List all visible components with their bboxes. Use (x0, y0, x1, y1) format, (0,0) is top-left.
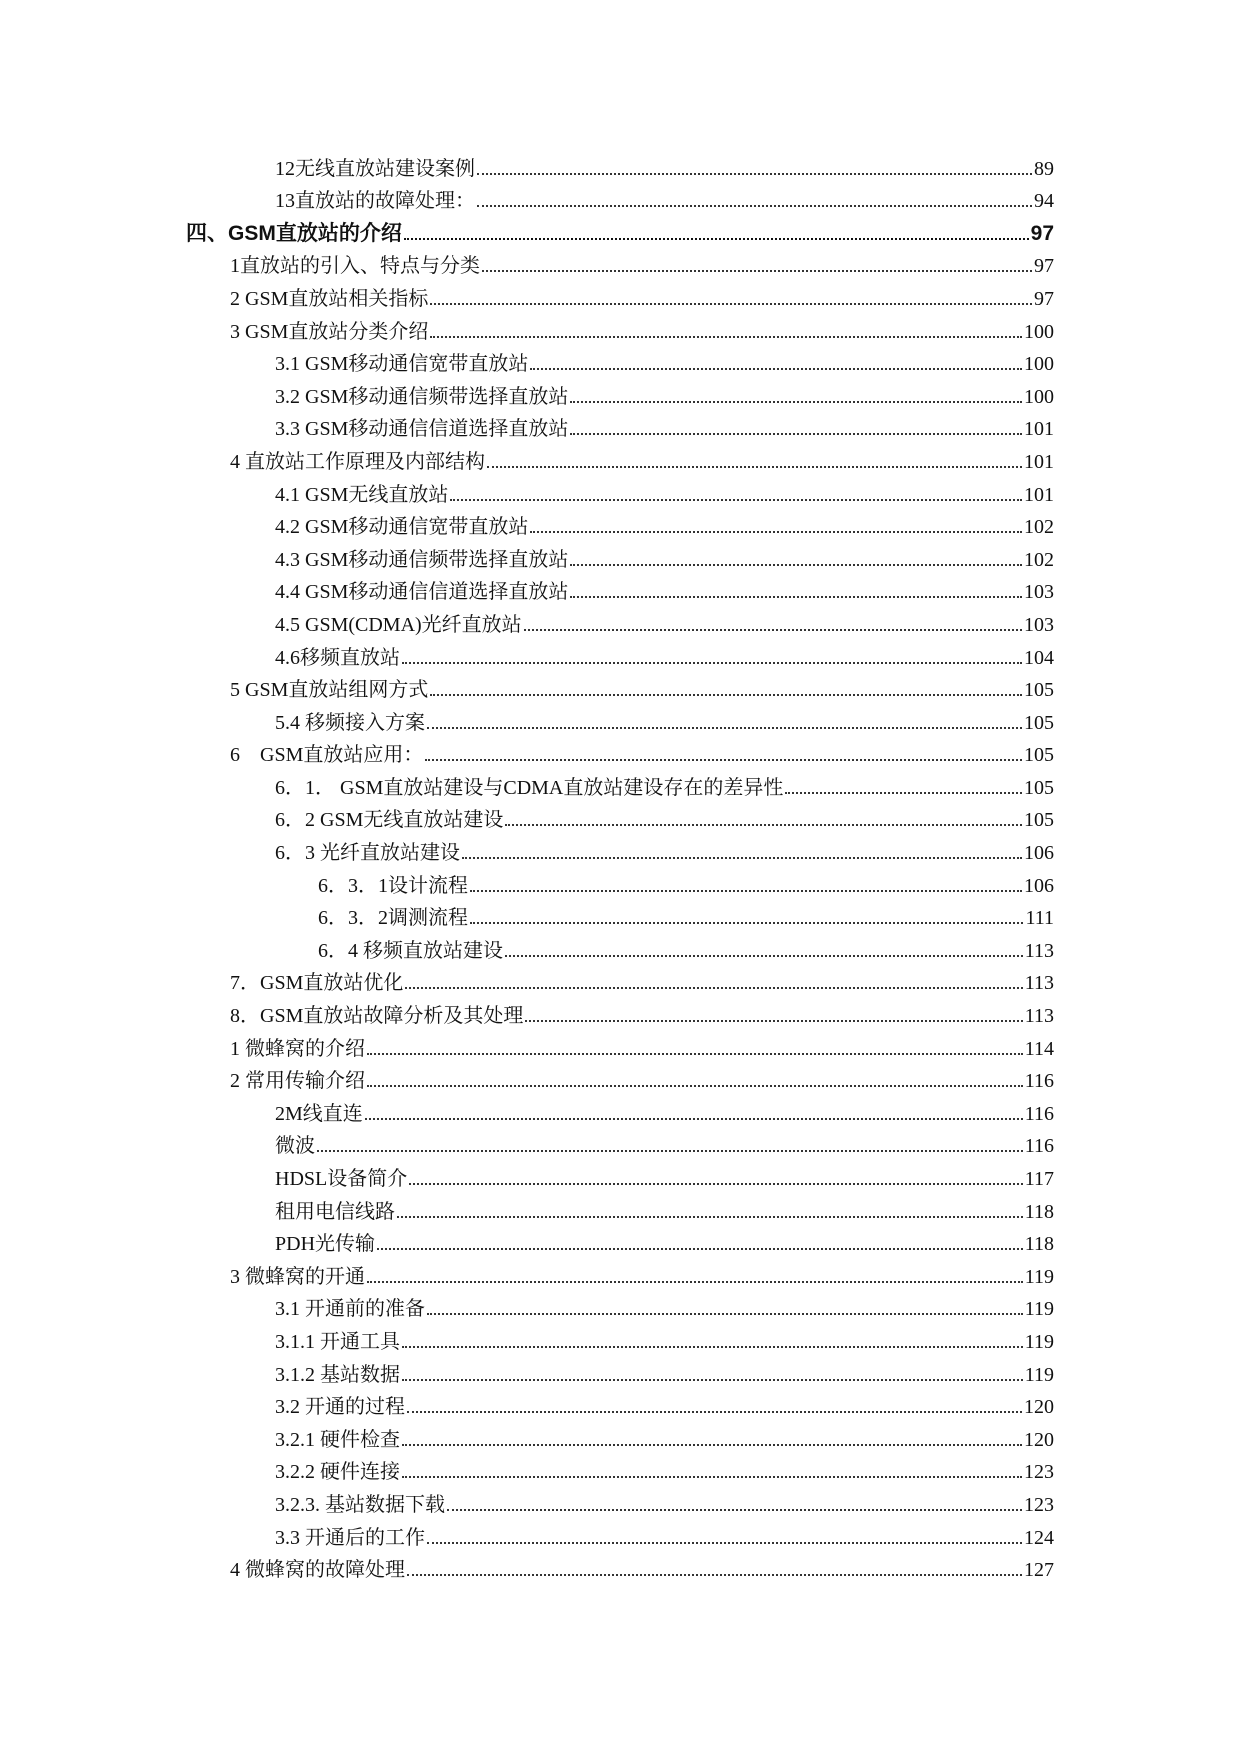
toc-entry-page-number: 101 (1024, 450, 1054, 473)
toc-entry-title: 6．4 移频直放站建设 (318, 939, 503, 962)
toc-entry-title: 4 直放站工作原理及内部结构 (230, 450, 485, 473)
toc-entry-title: 3 微蜂窝的开通 (230, 1265, 365, 1288)
toc-entry-page-number: 119 (1024, 1363, 1054, 1386)
dot-leader (462, 857, 1022, 859)
toc-entry-page-number: 119 (1024, 1298, 1054, 1321)
dot-leader (407, 1411, 1022, 1413)
toc-entry-page-number: 94 (1034, 190, 1054, 213)
toc-entry-title: 3.2.1 硬件检查 (275, 1428, 400, 1451)
dot-leader (402, 1379, 1023, 1381)
toc-entry-title: 4.5 GSM(CDMA)光纤直放站 (275, 613, 522, 636)
toc-entry-page-number: 116 (1024, 1135, 1054, 1158)
toc-entry[interactable] (0, 246, 1054, 279)
toc-entry[interactable] (0, 995, 1054, 1028)
dot-leader (487, 466, 1022, 468)
dot-leader (430, 303, 1032, 305)
toc-entry[interactable] (0, 474, 1054, 507)
dot-leader (570, 564, 1022, 566)
toc-entry-page-number: 103 (1024, 581, 1054, 604)
dot-leader (402, 662, 1022, 664)
toc-entry-title: 2 常用传输介绍 (230, 1070, 365, 1093)
toc-entry-page-number: 123 (1024, 1461, 1054, 1484)
toc-entry-page-number: 104 (1024, 646, 1054, 669)
dot-leader (470, 890, 1022, 892)
toc-entry[interactable] (0, 1256, 1054, 1289)
dot-leader (530, 531, 1022, 533)
toc-entry-title: 4.1 GSM无线直放站 (275, 483, 449, 506)
toc-entry[interactable] (0, 409, 1054, 442)
dot-leader (402, 1346, 1023, 1348)
toc-entry-page-number: 102 (1024, 516, 1054, 539)
toc-entry-title: 4.2 GSM移动通信宽带直放站 (275, 516, 529, 539)
toc-entry[interactable] (0, 1158, 1054, 1191)
toc-entry-title: 6．2 GSM无线直放站建设 (275, 809, 504, 832)
toc-entry-page-number: 106 (1024, 874, 1054, 897)
toc-entry[interactable] (0, 800, 1054, 833)
toc-entry-page-number: 105 (1024, 744, 1054, 767)
dot-leader (427, 1313, 1023, 1315)
toc-entry-page-number: 120 (1024, 1396, 1054, 1419)
dot-leader (477, 173, 1032, 175)
toc-entry-page-number: 113 (1024, 972, 1054, 995)
toc-entry[interactable] (0, 1321, 1054, 1354)
toc-entry-title: 4.6移频直放站 (275, 646, 400, 669)
toc-entry-title: 1 微蜂窝的介绍 (230, 1037, 365, 1060)
toc-entry-title: 6．3 光纤直放站建设 (275, 842, 460, 865)
dot-leader (404, 238, 1029, 240)
toc-entry-title: 3.2 GSM移动通信频带选择直放站 (275, 385, 569, 408)
dot-leader (409, 1183, 1023, 1185)
toc-entry[interactable] (0, 1191, 1054, 1224)
toc-entry-title: 微波 (275, 1135, 315, 1158)
dot-leader (430, 336, 1022, 338)
dot-leader (405, 987, 1022, 989)
toc-entry-page-number: 89 (1034, 157, 1054, 180)
toc-entry-page-number: 101 (1024, 483, 1054, 506)
toc-entry[interactable] (0, 898, 1054, 931)
toc-entry-title: 1直放站的引入、特点与分类 (230, 255, 480, 278)
toc-entry-page-number: 118 (1024, 1233, 1054, 1256)
dot-leader (505, 824, 1022, 826)
toc-entry[interactable] (0, 311, 1054, 344)
dot-leader (365, 1118, 1023, 1120)
dot-leader (367, 1053, 1023, 1055)
dot-leader (397, 1216, 1023, 1218)
toc-entry-title: 3.3 GSM移动通信信道选择直放站 (275, 418, 569, 441)
toc-entry[interactable] (0, 637, 1054, 670)
dot-leader (477, 205, 1032, 207)
toc-entry-title: 4 微蜂窝的故障处理 (230, 1559, 405, 1582)
toc-entry-page-number: 97 (1034, 255, 1054, 278)
dot-leader (427, 1542, 1022, 1544)
toc-entry-title: 4.3 GSM移动通信频带选择直放站 (275, 548, 569, 571)
toc-entry-page-number: 103 (1024, 613, 1054, 636)
toc-entry-title: 7．GSM直放站优化 (230, 972, 404, 995)
toc-entry-title: 3.1 GSM移动通信宽带直放站 (275, 353, 529, 376)
toc-entry-page-number: 111 (1025, 907, 1054, 930)
toc-entry[interactable] (0, 344, 1054, 377)
toc-entry[interactable] (0, 1224, 1054, 1257)
toc-entry[interactable] (0, 1289, 1054, 1322)
toc-entry-title: 12无线直放站建设案例 (275, 157, 475, 180)
toc-entry-page-number: 101 (1024, 418, 1054, 441)
toc-entry[interactable] (0, 1484, 1054, 1517)
toc-entry-title: 3.1 开通前的准备 (275, 1298, 425, 1321)
toc-entry-page-number: 105 (1024, 711, 1054, 734)
toc-entry-title: HDSL设备简介 (275, 1168, 408, 1190)
dot-leader (407, 1574, 1022, 1576)
toc-entry-title: 租用电信线路 (275, 1200, 395, 1223)
toc-entry-title: 6 GSM直放站应用： (230, 744, 424, 767)
dot-leader (785, 792, 1022, 794)
dot-leader (447, 1509, 1022, 1511)
toc-entry[interactable] (0, 441, 1054, 474)
toc-entry-page-number: 120 (1024, 1428, 1054, 1451)
toc-entry-title: 6．3．2调测流程 (318, 907, 468, 930)
toc-entry-title: 4.4 GSM移动通信信道选择直放站 (275, 581, 569, 604)
toc-entry-title: 3.1.1 开通工具 (275, 1330, 400, 1353)
toc-entry-page-number: 119 (1024, 1265, 1054, 1288)
toc-entry-title: 四、GSM直放站的介绍 (186, 221, 402, 245)
dot-leader (470, 922, 1023, 924)
table-of-contents (0, 148, 1241, 1582)
toc-entry-title: 5.4 移频接入方案 (275, 711, 425, 734)
dot-leader (570, 596, 1022, 598)
toc-entry[interactable] (0, 702, 1054, 735)
dot-leader (450, 499, 1022, 501)
dot-leader (425, 759, 1022, 761)
toc-entry[interactable] (0, 376, 1054, 409)
dot-leader (402, 1444, 1022, 1446)
toc-entry[interactable] (0, 181, 1054, 214)
toc-entry-page-number: 123 (1024, 1493, 1054, 1516)
toc-entry-title: 3.2.2 硬件连接 (275, 1461, 400, 1484)
toc-entry-title: 13直放站的故障处理： (275, 190, 475, 213)
toc-entry[interactable] (0, 1550, 1054, 1583)
toc-entry[interactable] (0, 767, 1054, 800)
dot-leader (482, 270, 1032, 272)
toc-entry-page-number: 117 (1024, 1168, 1054, 1190)
toc-entry-page-number: 127 (1024, 1559, 1054, 1582)
toc-entry-page-number: 119 (1024, 1330, 1054, 1353)
toc-entry[interactable] (0, 1126, 1054, 1159)
toc-entry[interactable] (0, 735, 1054, 768)
toc-entry-title: 3.2 开通的过程 (275, 1396, 405, 1419)
toc-entry[interactable] (0, 1517, 1054, 1550)
dot-leader (402, 1476, 1022, 1478)
dot-leader (525, 1020, 1022, 1022)
toc-entry[interactable] (0, 1061, 1054, 1094)
toc-entry[interactable] (0, 1354, 1054, 1387)
dot-leader (570, 401, 1022, 403)
dot-leader (524, 629, 1022, 631)
toc-entry-title: 3.2.3. 基站数据下载 (275, 1493, 445, 1516)
dot-leader (377, 1248, 1023, 1250)
toc-entry-title: 5 GSM直放站组网方式 (230, 679, 429, 702)
toc-entry[interactable] (0, 832, 1054, 865)
toc-entry-page-number: 100 (1024, 320, 1054, 343)
toc-entry-page-number: 105 (1024, 679, 1054, 702)
toc-entry-page-number: 113 (1024, 939, 1054, 962)
toc-entry[interactable] (0, 539, 1054, 572)
dot-leader (505, 955, 1023, 957)
toc-entry[interactable] (0, 278, 1054, 311)
dot-leader (430, 694, 1022, 696)
toc-entry-title: PDH光传输 (275, 1233, 376, 1256)
toc-entry[interactable] (0, 213, 1054, 246)
toc-entry-title: 2 GSM直放站相关指标 (230, 287, 429, 310)
toc-entry[interactable] (0, 930, 1054, 963)
toc-entry[interactable] (0, 865, 1054, 898)
toc-entry[interactable] (0, 148, 1054, 181)
toc-entry-page-number: 100 (1024, 353, 1054, 376)
toc-entry-page-number: 118 (1024, 1200, 1054, 1223)
toc-entry-title: 6．3．1设计流程 (318, 874, 468, 897)
toc-entry-page-number: 124 (1024, 1526, 1054, 1549)
toc-entry[interactable] (0, 1028, 1054, 1061)
dot-leader (530, 368, 1022, 370)
toc-entry[interactable] (0, 1419, 1054, 1452)
toc-entry-title: 8．GSM直放站故障分析及其处理 (230, 1005, 524, 1028)
toc-entry-page-number: 97 (1034, 287, 1054, 310)
toc-entry[interactable] (0, 963, 1054, 996)
dot-leader (570, 433, 1022, 435)
toc-entry-page-number: 114 (1024, 1037, 1054, 1060)
toc-entry-page-number: 105 (1024, 776, 1054, 799)
toc-entry-page-number: 105 (1024, 809, 1054, 832)
toc-entry[interactable] (0, 1387, 1054, 1420)
toc-entry-page-number: 116 (1024, 1102, 1054, 1125)
toc-entry-title: 2M线直连 (275, 1102, 363, 1125)
toc-entry[interactable] (0, 507, 1054, 540)
toc-entry[interactable] (0, 1093, 1054, 1126)
toc-entry-title: 3.1.2 基站数据 (275, 1363, 400, 1386)
toc-entry[interactable] (0, 670, 1054, 703)
dot-leader (317, 1150, 1023, 1152)
toc-entry[interactable] (0, 604, 1054, 637)
toc-entry-page-number: 102 (1024, 548, 1054, 571)
toc-entry[interactable] (0, 572, 1054, 605)
toc-entry-page-number: 113 (1024, 1005, 1054, 1028)
toc-entry-page-number: 100 (1024, 385, 1054, 408)
toc-entry-page-number: 106 (1024, 842, 1054, 865)
toc-entry-title: 6．1． GSM直放站建设与CDMA直放站建设存在的差异性 (275, 776, 784, 799)
toc-entry-title: 3 GSM直放站分类介绍 (230, 320, 429, 343)
dot-leader (367, 1085, 1023, 1087)
toc-entry-page-number: 116 (1024, 1070, 1054, 1093)
dot-leader (367, 1281, 1023, 1283)
toc-entry-page-number: 97 (1030, 221, 1054, 245)
dot-leader (427, 727, 1022, 729)
toc-entry-title: 3.3 开通后的工作 (275, 1526, 425, 1549)
toc-entry[interactable] (0, 1452, 1054, 1485)
